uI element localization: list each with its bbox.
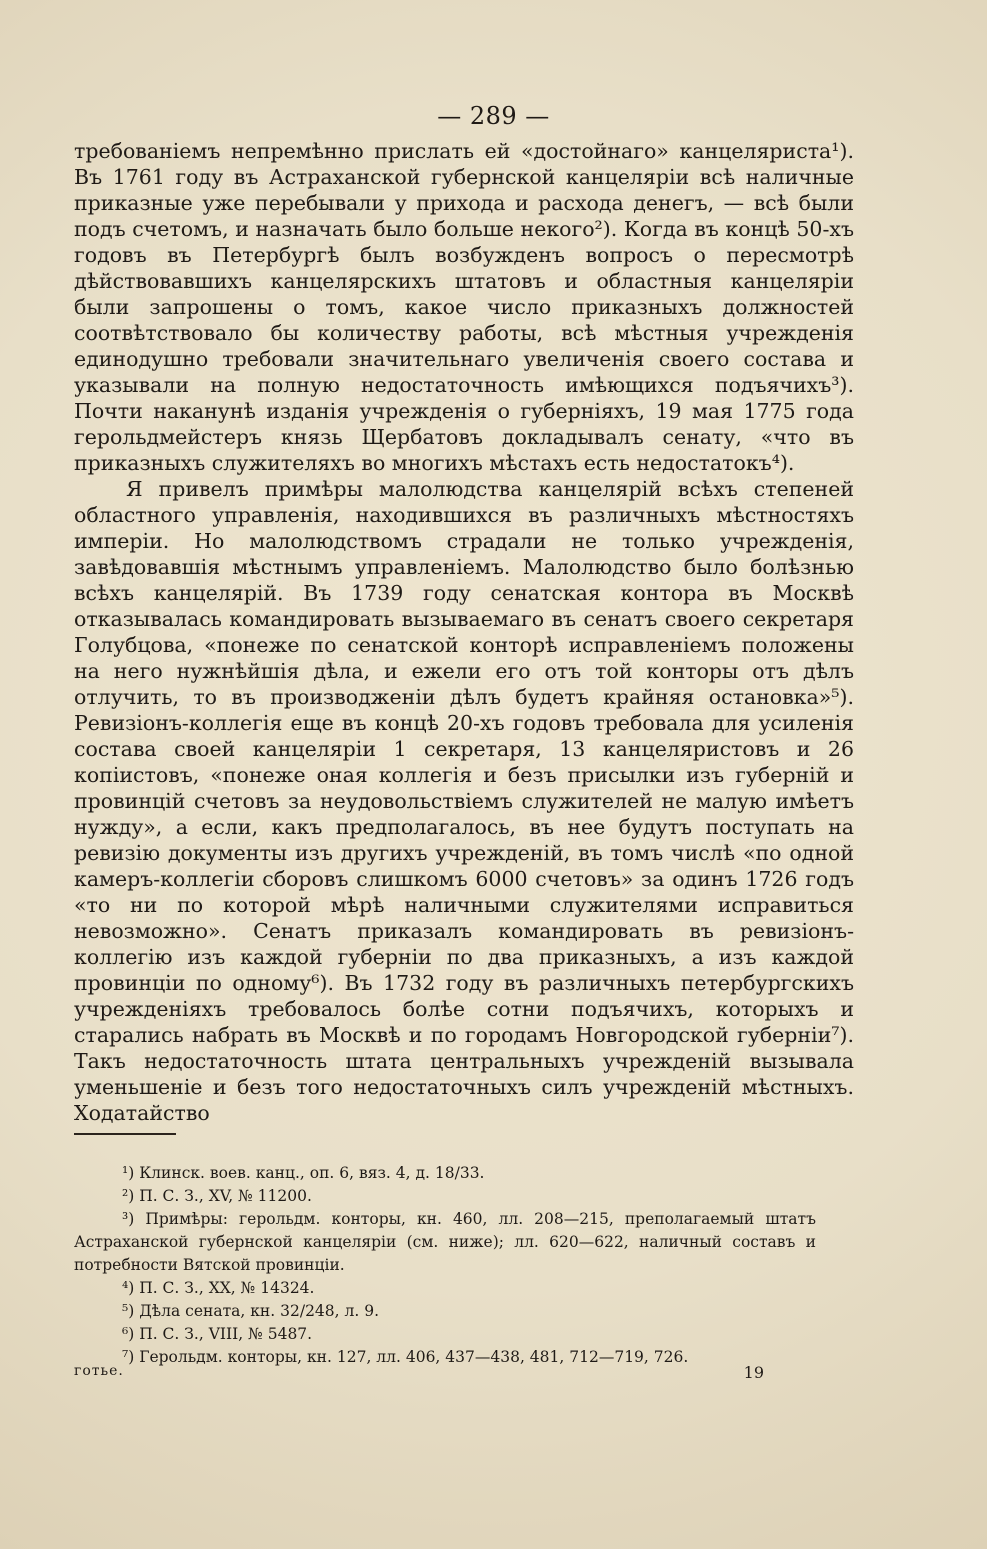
paragraph-1: требованіемъ непремѣнно прислать ей «достойнаго» канцеляриста¹). Въ 1761 году въ Астраханской губернской канцеляріи всѣ наличные приказные уже перебывали у прихода и расхода денегъ, — всѣ были подъ счетомъ, и назначать было больше некого²). Когда въ концѣ 50-хъ годовъ въ Петербургѣ былъ возбужденъ вопросъ о пересмотрѣ дѣйствовавшихъ канцелярскихъ штатовъ и областныя канцеляріи были запрошены о томъ, какое число приказныхъ должностей соотвѣтствовало бы количеству работы, всѣ мѣстныя учрежденія единодушно требовали значительнаго увеличенія своего состава и указывали на полную недостаточность имѣющихся подъячихъ³). Почти наканунѣ изданія учрежденія о губерніяхъ, 19 мая 1775 года герольдмейстеръ князь Щербатовъ докладывалъ сенату, «что въ приказныхъ служителяхъ во многихъ мѣстахъ есть недостатокъ⁴).: [74, 139, 854, 475]
footnote-1: ¹) Клинск. воев. канц., оп. 6, вяз. 4, д. 18/33.: [122, 1164, 485, 1182]
sheet-number: 19: [743, 1363, 764, 1382]
footnote-2: ²) П. С. З., XV, № 11200.: [122, 1187, 312, 1205]
footnote-separator: [74, 1133, 176, 1135]
footnote-6: ⁶) П. С. З., VIII, № 5487.: [122, 1325, 313, 1343]
footnote-3: ³) Примѣры: герольдм. конторы, кн. 460, лл. 208—215, прeполагаемый штатъ Астраханской губернской канцеляріи (см. ниже); лл. 620—622, наличный составъ и потребности Вятской провинціи.: [74, 1210, 816, 1274]
footnotes: [74, 1162, 816, 1369]
paragraph-2: Я привелъ примѣры малолюдства канцелярій всѣхъ степеней областного управленія, находившихся въ различныхъ мѣстностяхъ имперіи. Но малолюдствомъ страдали не только учрежденія, завѣдовавшія мѣстнымъ управленіемъ. Малолюдство было болѣзнью всѣхъ канцелярій. Въ 1739 году сенатская контора въ Москвѣ отказывалась командировать вызываемаго въ сенатъ своего секретаря Голубцова, «понеже по сенатской конторѣ исправленіемъ положены на него нужнѣйшія дѣла, и ежели его отъ той конторы отъ дѣлъ отлучить, то въ производженіи дѣлъ будетъ крайняя остановка»⁵). Ревизіонъ-коллегія еще въ концѣ 20-хъ годовъ требовала для усиленія состава своей канцеляріи 1 секретаря, 13 канцеляристовъ и 26 копіистовъ, «понеже оная коллегія и безъ присылки изъ губерній и провинцій счетовъ за неудовольствіемъ служителей не малую имѣетъ нужду», а если, какъ предполагалось, въ нее будутъ поступать на ревизію документы изъ другихъ учрежденій, въ томъ числѣ «по одной камеръ-коллегіи сборовъ слишкомъ 6000 счетовъ» за одинъ 1726 годъ «то ни по которой мѣрѣ наличными служителями исправиться невозможно». Сенатъ приказалъ командировать въ ревизіонъ-коллегію изъ каждой губерніи по два приказныхъ, а изъ каждой провинціи по одному⁶). Въ 1732 году въ различныхъ петербургскихъ учрежденіяхъ требовалось болѣе сотни подъячихъ, которыхъ и старались набрать въ Москвѣ и по городамъ Новгородской губерніи⁷). Такъ недостаточность штата центральныхъ учрежденій вызывала уменьшеніе и безъ того недостаточныхъ силъ учрежденій мѣстныхъ. Ходатайство: [74, 477, 854, 1125]
author-signature: готье.: [74, 1363, 124, 1379]
body-text: [74, 138, 854, 1126]
footnote-5: ⁵) Дѣла сената, кн. 32/248, л. 9.: [122, 1302, 379, 1320]
footnote-7: ⁷) Герольдм. конторы, кн. 127, лл. 406, 437—438, 481, 712—719, 726.: [122, 1348, 689, 1366]
page-number: — 289 —: [437, 102, 550, 130]
signature-line: [74, 1363, 764, 1387]
footnote-4: ⁴) П. С. З., XX, № 14324.: [122, 1279, 315, 1297]
